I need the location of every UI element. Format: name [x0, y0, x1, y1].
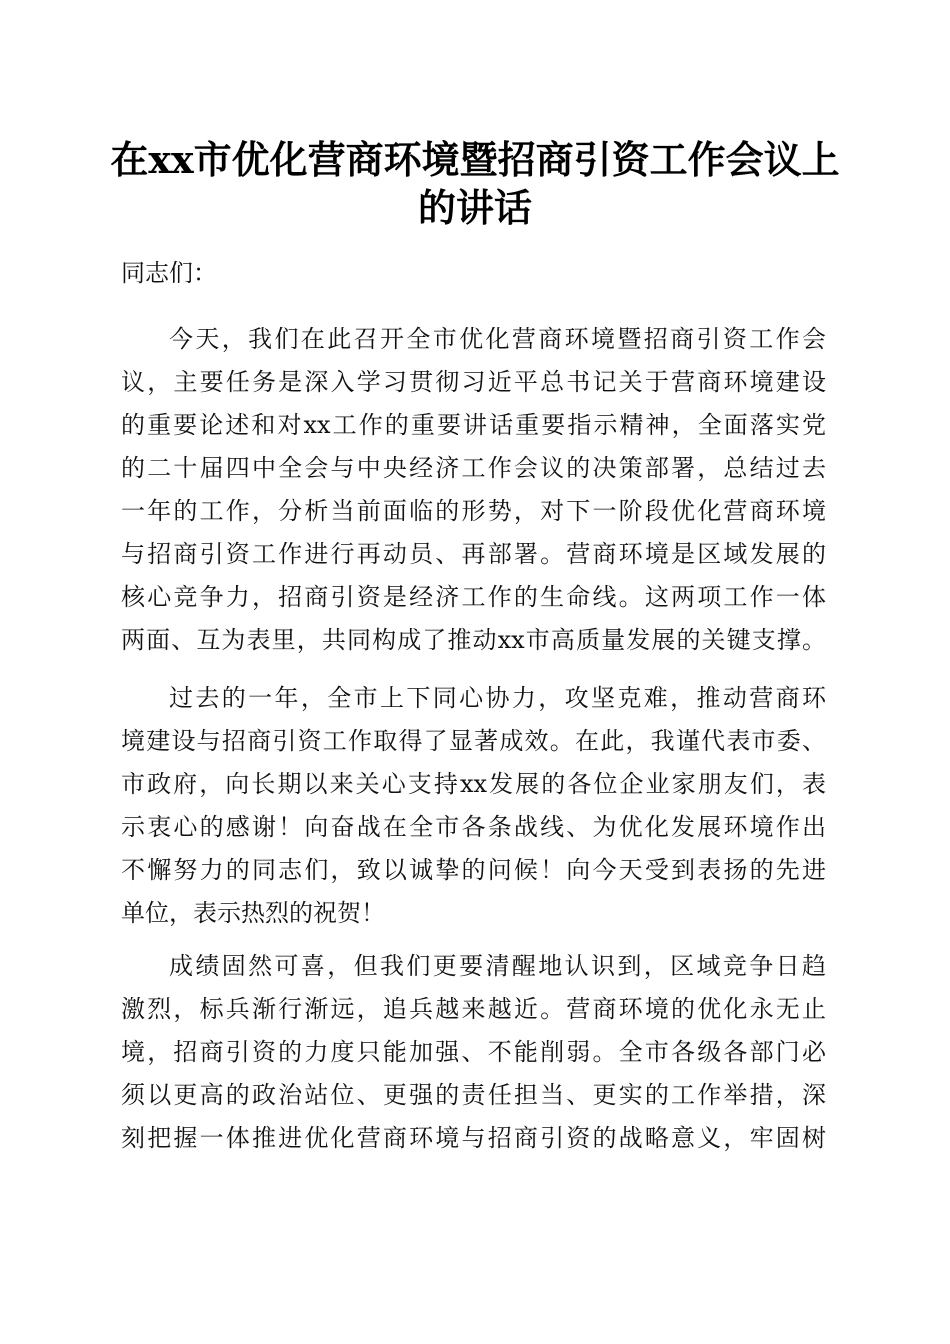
- greeting: 同志们：: [121, 259, 217, 287]
- paragraph-line: 的重要论述和对xx工作的重要讲话重要指示精神，全面落实党: [121, 411, 826, 439]
- paragraph-2: [121, 677, 826, 935]
- paragraph-3: [121, 945, 826, 1160]
- paragraph-line: 过去的一年，全市上下同心协力，攻坚克难，推动营商环: [169, 684, 826, 712]
- paragraph-1: [121, 318, 826, 662]
- paragraph-line: 激烈，标兵渐行渐远，追兵越来越近。营商环境的优化永无止: [121, 995, 826, 1023]
- paragraph-line: 境建设与招商引资工作取得了显著成效。在此，我谨代表市委、: [121, 727, 826, 755]
- paragraph-line: 今天，我们在此召开全市优化营商环境暨招商引资工作会: [169, 325, 826, 353]
- paragraph-line: 单位，表示热烈的祝贺！: [121, 899, 385, 927]
- paragraph-line: 市政府，向长期以来关心支持xx发展的各位企业家朋友们，表: [121, 770, 826, 798]
- document-title-line-1: 在xx市优化营商环境暨招商引资工作会议上: [110, 137, 840, 182]
- paragraph-line: 核心竞争力，招商引资是经济工作的生命线。这两项工作一体: [121, 583, 826, 611]
- paragraph-line: 成绩固然可喜，但我们更要清醒地认识到，区域竞争日趋: [169, 952, 826, 980]
- paragraph-line: 境，招商引资的力度只能加强、不能削弱。全市各级各部门必: [121, 1038, 826, 1066]
- paragraph-line: 议，主要任务是深入学习贯彻习近平总书记关于营商环境建设: [121, 368, 826, 396]
- paragraph-line: 刻把握一体推进优化营商环境与招商引资的战略意义，牢固树: [121, 1124, 826, 1152]
- paragraph-line: 一年的工作，分析当前面临的形势，对下一阶段优化营商环境: [121, 497, 826, 525]
- paragraph-line: 的二十届四中全会与中央经济工作会议的决策部署，总结过去: [121, 454, 826, 482]
- paragraph-line: 两面、互为表里，共同构成了推动xx市高质量发展的关键支撑。: [121, 626, 826, 654]
- paragraph-line: 与招商引资工作进行再动员、再部署。营商环境是区域发展的: [121, 540, 826, 568]
- document-title-line-2: 的讲话: [417, 185, 532, 230]
- paragraph-line: 示衷心的感谢！向奋战在全市各条战线、为优化发展环境作出: [121, 813, 826, 841]
- paragraph-line: 须以更高的政治站位、更强的责任担当、更实的工作举措，深: [121, 1081, 826, 1109]
- paragraph-line: 不懈努力的同志们，致以诚挚的问候！向今天受到表扬的先进: [121, 856, 826, 884]
